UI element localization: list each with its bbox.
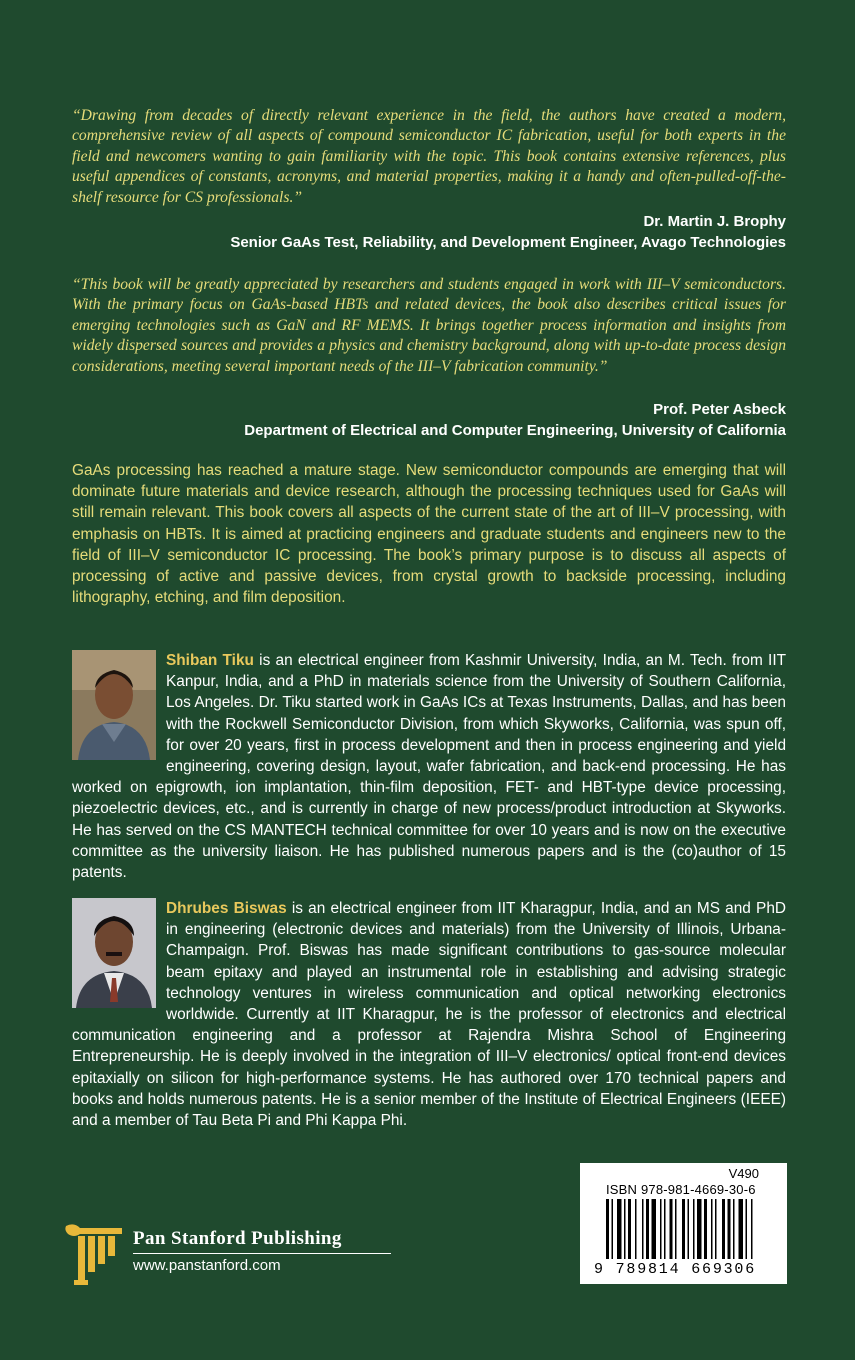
ean-digits: 9 789814 669306 [594,1261,757,1278]
quote-1-attribution [230,211,786,253]
quote-1-author: Dr. Martin J. Brophy [643,213,786,230]
author-1-name: Shiban Tiku [166,652,254,669]
author-1-bio: is an electrical engineer from Kashmir University, India, an M. Tech. from IIT Kanpur, India, and a PhD in materials science from the University of Southern California, Los Angeles. Dr. Tiku started work in GaAs ICs at Texas Instruments, Dallas, and has been with the Rockwell Semiconductor Division, from which Skyworks, California, was spun off, for over 20 years, first in process development and then in process engineering and yield engineering, covering design, layout, wafer fabrication, and back-end processing. He has worked on epigrowth, ion implantation, thin-film deposition, FET- and HBT-type device processing, piezoelectric devices, etc., and is currently in charge of new process/product introduction at Skyworks. He has served on the CS MANTECH technical committee for over 10 years and is now on the executive committee as the university liaison. He has published numerous papers and is the (co)author of 15 patents. [72,652,786,882]
publisher-url: www.panstanford.com [133,1257,281,1274]
quote-2-text: “This book will be greatly appreciated by researchers and students engaged in work with III–V semiconductors. With the primary focus on GaAs-based HBTs and related devices, the book also describes critical issues for emerging technologies such as GaN and RF MEMS. It brings together process information and insights from widely dispersed sources and provides a physics and chemistry background, along with up-to-date process design considerations, meeting several important needs of the III–V fabrication community.” [72,276,786,375]
quote-1-affiliation: Senior GaAs Test, Reliability, and Development Engineer, Avago Technologies [230,234,786,251]
quote-1-text: “Drawing from decades of directly relevant experience in the field, the authors have created a modern, comprehensive review of all aspects of compound semiconductor IC fabrication, useful for both experts in the field and newcomers wanting to gain familiarity with the topic. This book contains extensive references, plus useful appendices of constants, acronyms, and material properties, making it a handy and often-pulled-off-the-shelf resource for CS professionals.” [72,107,786,206]
book-description: GaAs processing has reached a mature stage. New semiconductor compounds are emerging that will dominate future materials and device research, although the processing techniques used for GaAs will still remain relevant. This book covers all aspects of the current state of the art of III–V processing, with emphasis on HBTs. It is aimed at practicing engineers and graduate students and engineers new to the field of III–V semiconductor IC processing. The book’s primary purpose is to discuss all aspects of processing of active and passive devices, from crystal growth to backside processing, including lithography, etching, and film deposition. [72,462,786,607]
author-2-bio: is an electrical engineer from IIT Kharagpur, India, and an MS and PhD in engineering (electronic devices and materials) from the University of Illinois, Urbana-Champaign. Prof. Biswas has made significant contributions to gas-source molecular beam epitaxy and played an instrumental role in establishing and advising strategic technology ventures in wireless communication and optical networking electronics worldwide. Currently at IIT Kharagpur, he is the professor of electronics and electrical communication engineering and a professor at Rajendra Mishra School of Engineering Entrepreneurship. He is deeply involved in the integration of III–V electronics/ optical front-end devices epitaxially on silicon for high-performance systems. He has authored over 170 technical papers and books and holds numerous patents. He is a senior member of the Institute of Electrical Engineers (IEEE) and a member of Tau Beta Pi and Phi Kappa Phi. [72,900,786,1130]
column-logo-icon [64,1222,126,1291]
price-code: V490 [728,1166,759,1181]
quote-2-author: Prof. Peter Asbeck [653,401,786,418]
isbn-barcode-box [580,1163,787,1284]
author-2-name: Dhrubes Biswas [166,900,287,917]
quote-2-affiliation: Department of Electrical and Computer Engineering, University of California [244,422,786,439]
isbn-label: ISBN 978-981-4669-30-6 [606,1182,756,1197]
publisher-name: Pan Stanford Publishing [133,1228,391,1254]
author-1-photo [72,650,156,760]
author-2-bio-block [72,898,786,1131]
quote-2-attribution [244,399,786,441]
author-2-photo [72,898,156,1008]
author-1-bio-block [72,650,786,883]
barcode-icon [606,1199,764,1259]
